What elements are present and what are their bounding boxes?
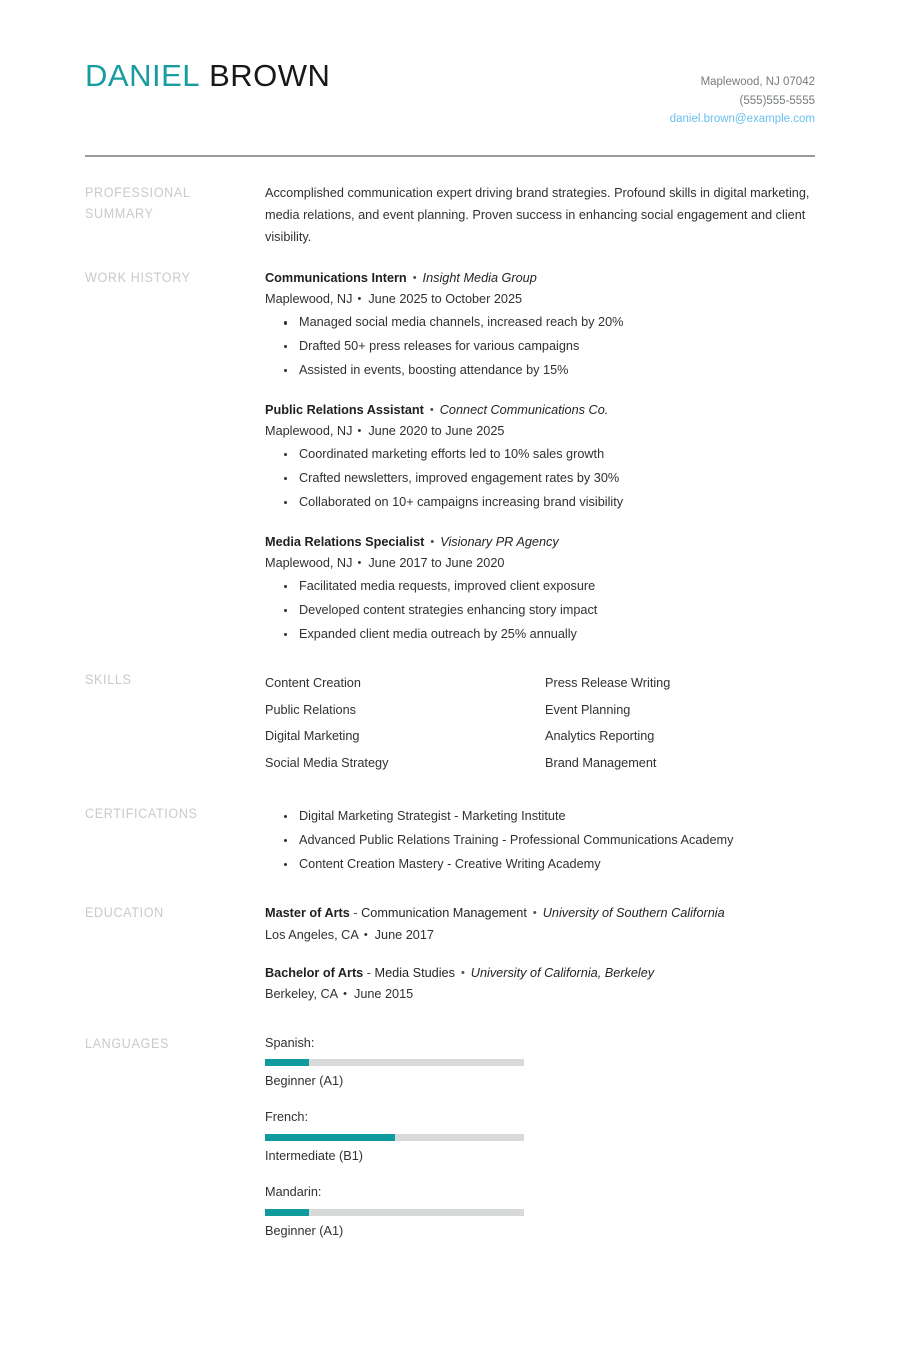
skill-item: Content Creation [265,676,361,691]
job-location: Maplewood, NJ [265,423,353,438]
skills-column-left [265,670,545,776]
dot-separator-icon: • [357,556,362,569]
first-name: DANIEL [85,58,200,93]
dot-separator-icon: • [430,535,435,548]
education-date: June 2017 [374,927,434,942]
language-proficiency-bar [265,1059,524,1066]
job-bullet: Collaborated on 10+ campaigns increasing brand visibility [265,491,815,515]
job-entry [265,532,815,647]
skills-body [265,670,815,776]
education-location: Los Angeles, CA [265,927,359,942]
job-bullet: Coordinated marketing efforts led to 10% sales growth [265,443,815,467]
job-bullet: Crafted newsletters, improved engagement rates by 30% [265,467,815,491]
education-meta [265,925,815,946]
dot-separator-icon: • [357,424,362,437]
job-entry [265,400,815,515]
language-name: Mandarin: [265,1185,322,1200]
job-bullets [265,443,815,514]
section-languages [85,1034,815,1258]
dot-separator-icon: • [412,271,417,284]
education-dash: - [366,966,371,981]
job-entry [265,268,815,383]
education-heading [265,963,815,984]
skills-column-right [545,670,825,776]
education-school: University of Southern California [542,906,725,921]
job-heading [265,268,815,289]
job-meta [265,421,815,442]
resume-header [0,0,900,129]
languages-body [265,1034,815,1258]
job-bullet: Managed social media channels, increased reach by 20% [265,311,815,335]
candidate-name [85,60,330,93]
contact-email[interactable]: daniel.brown@example.com [669,113,815,126]
contact-phone[interactable]: (555)555-5555 [739,94,815,107]
skill-item: Social Media Strategy [265,755,389,770]
job-bullet: Assisted in events, boosting attendance by 15% [265,359,815,383]
language-name: French: [265,1110,309,1125]
language-level: Beginner (A1) [265,1074,344,1089]
skill-item: Brand Management [545,755,657,770]
education-field: Communication Management [361,906,527,921]
dot-separator-icon: • [363,928,368,941]
dot-separator-icon: • [532,907,537,920]
job-heading [265,400,815,421]
skill-item: Analytics Reporting [545,729,655,744]
section-label-certifications: CERTIFICATIONS [85,806,198,822]
language-proficiency-fill [265,1209,309,1216]
language-proficiency-bar [265,1134,524,1141]
section-label-professional-summary: PROFESSIONAL SUMMARY [85,185,191,221]
education-location: Berkeley, CA [265,987,339,1002]
education-entry [265,963,815,1006]
job-heading [265,532,815,553]
skill-item: Event Planning [545,702,631,717]
language-entry [265,1183,545,1241]
education-degree: Bachelor of Arts [265,966,364,981]
job-meta [265,553,815,574]
job-title: Media Relations Specialist [265,534,425,549]
job-bullet: Developed content strategies enhancing story impact [265,599,815,623]
section-education [85,903,815,1005]
education-body [265,903,815,1005]
job-company: Visionary PR Agency [440,534,559,549]
job-location: Maplewood, NJ [265,555,353,570]
job-bullets [265,575,815,646]
education-degree: Master of Arts [265,906,350,921]
dot-separator-icon: • [357,293,362,306]
dot-separator-icon: • [429,403,434,416]
section-certifications [85,804,815,876]
job-company: Insight Media Group [422,270,537,285]
job-company: Connect Communications Co. [439,402,609,417]
education-date: June 2015 [353,987,414,1002]
language-level: Beginner (A1) [265,1223,344,1238]
certification-item: Digital Marketing Strategist - Marketing Institute [265,805,815,829]
summary-text: Accomplished communication expert driving brand strategies. Profound skills in digital marketing, media relations, and event planning. Proven success in enhancing social engagement and client visibility. [265,186,810,244]
certification-list [265,805,815,876]
job-location: Maplewood, NJ [265,292,353,307]
dot-separator-icon: • [460,967,465,980]
work-history-body [265,268,815,647]
education-field: Media Studies [374,966,455,981]
job-meta [265,289,815,310]
contact-address: Maplewood, NJ 07042 [700,76,815,88]
section-skills [85,670,815,776]
certifications-body [265,804,815,876]
summary-body [265,183,815,249]
skill-item: Public Relations [265,702,356,717]
section-label-education: EDUCATION [85,905,164,921]
languages-grid [265,1034,815,1258]
certification-item: Content Creation Mastery - Creative Writing Academy [265,853,815,877]
language-proficiency-fill [265,1059,309,1066]
skill-item: Press Release Writing [545,676,671,691]
certification-item: Advanced Public Relations Training - Professional Communications Academy [265,829,815,853]
section-label-work-history: WORK HISTORY [85,269,191,285]
language-entry [265,1108,545,1166]
education-dash: - [353,906,358,921]
language-proficiency-fill [265,1134,395,1141]
contact-block [670,60,815,129]
job-title: Communications Intern [265,270,407,285]
dot-separator-icon: • [343,988,347,1001]
job-bullets [265,311,815,382]
language-entry [265,1034,545,1092]
language-name: Spanish: [265,1035,315,1050]
job-dates: June 2025 to October 2025 [368,292,523,307]
last-name: BROWN [209,58,331,93]
skills-grid [265,670,815,776]
language-proficiency-bar [265,1209,524,1216]
job-bullet: Drafted 50+ press releases for various campaigns [265,335,815,359]
section-label-skills: SKILLS [85,672,132,688]
job-bullet: Expanded client media outreach by 25% annually [265,623,815,647]
education-entry [265,903,815,946]
education-school: University of California, Berkeley [470,966,655,981]
section-professional-summary [85,183,815,249]
language-level: Intermediate (B1) [265,1149,364,1164]
education-heading [265,903,815,924]
job-title: Public Relations Assistant [265,402,424,417]
job-bullet: Facilitated media requests, improved client exposure [265,575,815,599]
education-meta [265,984,815,1005]
skill-item: Digital Marketing [265,729,360,744]
section-work-history [85,268,815,647]
job-dates: June 2020 to June 2025 [368,423,505,438]
resume-content [0,157,900,1258]
section-label-languages: LANGUAGES [85,1035,170,1051]
job-dates: June 2017 to June 2020 [368,555,505,570]
